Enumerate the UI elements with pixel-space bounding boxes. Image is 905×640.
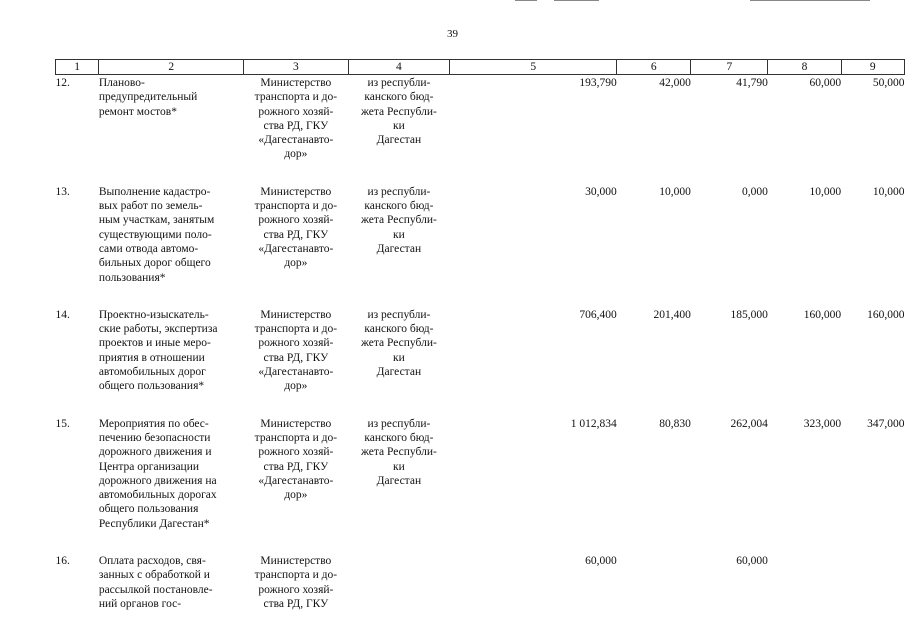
funding-source: из республи- канского бюд- жета Республи- ки Дагестан — [360, 308, 437, 379]
table-row — [56, 75, 905, 162]
scan-edge-mark — [515, 0, 537, 1]
amount-col-6 — [617, 553, 691, 611]
row-number: 16. — [55, 555, 70, 568]
executor: Министерство транспорта и до- рожного хозяй- ства РД, ГКУ «Дагестанавто- дор» — [254, 417, 338, 502]
row-number: 15. — [55, 417, 70, 430]
amount-col-9: 347,000 — [867, 417, 905, 430]
total-amount: 60,000 — [585, 555, 617, 568]
amount-col-7: 262,004 — [730, 417, 768, 430]
amount-col-8: 323,000 — [803, 417, 842, 430]
header-col-2: 2 — [99, 60, 244, 75]
amount-col-8: 10,000 — [809, 185, 842, 198]
amount-col-8 — [768, 553, 841, 611]
executor: Министерство транспорта и до- рожного хозяй- ства РД, ГКУ — [254, 555, 338, 610]
header-col-5: 5 — [450, 60, 617, 75]
amount-col-7: 41,790 — [736, 77, 768, 89]
header-col-7: 7 — [691, 60, 768, 75]
total-amount: 1 012,834 — [570, 417, 617, 430]
scan-edge-mark — [750, 0, 870, 1]
header-col-4: 4 — [348, 60, 450, 75]
row-spacer — [56, 394, 905, 416]
row-spacer — [56, 162, 905, 184]
total-amount: 193,790 — [579, 77, 617, 89]
executor: Министерство транспорта и до- рожного хозяй- ства РД, ГКУ «Дагестанавто- дор» — [254, 185, 338, 270]
amount-col-9: 50,000 — [872, 77, 905, 89]
activity-name: Проектно-изыскатель- ские работы, экспертиза проектов и иные меро- приятия в отношении автомобильных дорог общего пользования* — [98, 308, 218, 393]
row-spacer — [56, 531, 905, 553]
amount-col-8: 60,000 — [809, 77, 842, 89]
row-number: 12. — [55, 77, 70, 89]
header-col-8: 8 — [768, 60, 841, 75]
amount-col-9: 160,000 — [867, 308, 905, 321]
activity-name: Мероприятия по обес- печению безопасности дорожного движения и Центра организации дорожного движения на автомобильных дорогах общего пользования Республики Дагестан* — [98, 417, 217, 530]
executor: Министерство транспорта и до- рожного хозяй- ства РД, ГКУ «Дагестанавто- дор» — [254, 308, 338, 393]
funding-source: из республи- канского бюд- жета Республи- ки Дагестан — [360, 185, 437, 255]
activity-name: Выполнение кадастро- вых работ по земель- ным участкам, занятым существующими поло- сами отвода автомо- бильных дорог общего пользования* — [98, 185, 215, 284]
page-number: 39 — [447, 28, 458, 40]
amount-col-6: 80,830 — [659, 417, 691, 430]
header-col-1: 1 — [56, 60, 99, 75]
row-number: 14. — [55, 308, 70, 321]
header-col-6: 6 — [617, 60, 691, 75]
funding-source — [348, 553, 450, 611]
amount-col-9: 10,000 — [872, 185, 905, 198]
table-row — [56, 416, 905, 531]
program-table — [55, 59, 905, 611]
header-col-3: 3 — [244, 60, 348, 75]
amount-col-6: 201,400 — [653, 308, 691, 321]
executor: Министерство транспорта и до- рожного хозяй- ства РД, ГКУ «Дагестанавто- дор» — [254, 77, 338, 161]
funding-source: из республи- канского бюд- жета Республи- ки Дагестан — [360, 77, 437, 147]
table-row — [56, 307, 905, 394]
amount-col-7: 0,000 — [742, 185, 768, 198]
table-row — [56, 184, 905, 285]
scan-edge-mark — [554, 0, 599, 1]
amount-col-8: 160,000 — [803, 308, 842, 321]
amount-col-6: 10,000 — [659, 185, 691, 198]
amount-col-9 — [841, 553, 904, 611]
amount-col-6: 42,000 — [659, 77, 691, 89]
activity-name: Планово- предупредительный ремонт мостов* — [98, 77, 198, 118]
table-row — [56, 553, 905, 611]
row-number: 13. — [55, 185, 70, 198]
total-amount: 706,400 — [579, 308, 617, 321]
amount-col-7: 60,000 — [736, 555, 768, 568]
row-spacer — [56, 285, 905, 307]
header-col-9: 9 — [841, 60, 904, 75]
column-number-header — [56, 60, 905, 75]
funding-source: из республи- канского бюд- жета Республи- ки Дагестан — [360, 417, 437, 487]
activity-name: Оплата расходов, свя- занных с обработкой и рассылкой постановле- ний органов гос- — [98, 555, 213, 610]
amount-col-7: 185,000 — [730, 308, 768, 321]
total-amount: 30,000 — [585, 185, 617, 198]
